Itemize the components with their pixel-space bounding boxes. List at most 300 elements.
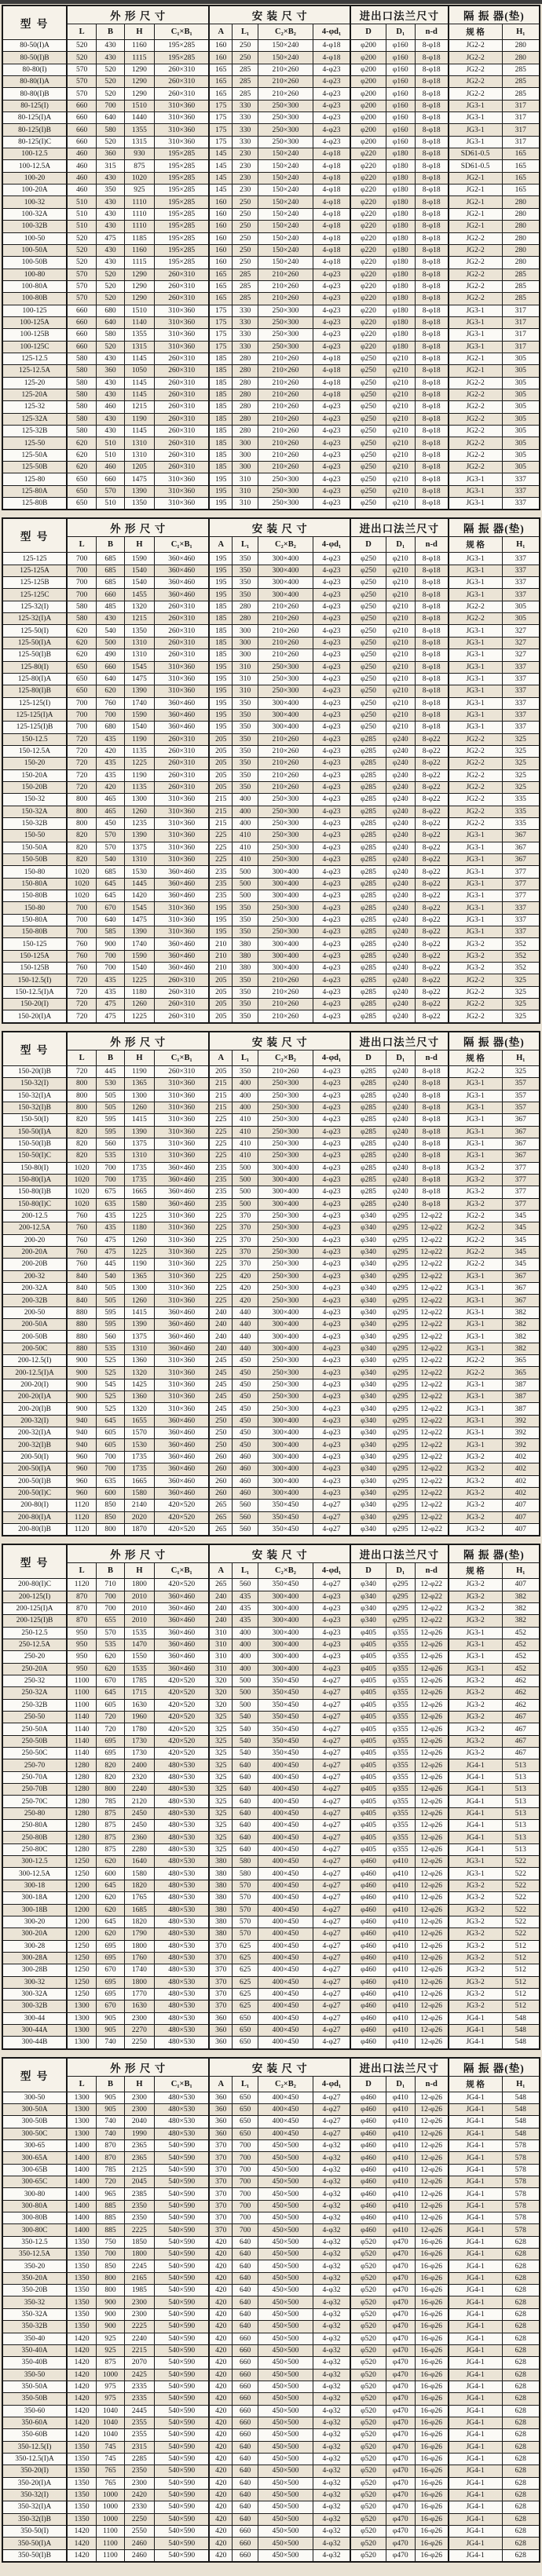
table-row	[2, 1198, 540, 1210]
value-cell: 400×450	[258, 2116, 313, 2128]
value-cell: 420	[209, 2381, 232, 2392]
value-cell: 1250	[67, 1964, 97, 1976]
model-cell: 150-12.5A	[2, 745, 67, 757]
value-cell: 350	[233, 589, 258, 601]
value-cell: 215	[209, 1102, 232, 1113]
value-cell: 12-φ26	[415, 1952, 448, 1964]
value-cell: JG3-2	[449, 1451, 502, 1463]
value-cell: φ295	[386, 1579, 415, 1591]
value-cell: φ405	[350, 1843, 386, 1855]
value-cell: 225	[209, 1259, 232, 1270]
value-cell: 370	[209, 2176, 232, 2188]
value-cell: 325	[209, 1723, 232, 1735]
value-cell: 330	[233, 100, 258, 111]
value-cell: JG2-2	[449, 999, 502, 1010]
value-cell: 280	[233, 377, 258, 389]
value-cell: JG4-1	[449, 1832, 502, 1843]
value-cell: 400	[233, 1639, 258, 1650]
value-cell: 4-φ23	[313, 473, 350, 485]
model-cell: 125-80	[2, 473, 67, 485]
value-cell: 480×530	[155, 1964, 210, 1976]
value-cell: 480×530	[155, 2001, 210, 2012]
value-cell: 450×500	[258, 2538, 313, 2549]
value-cell: φ460	[350, 1916, 386, 1927]
value-cell: 1310	[124, 1343, 154, 1354]
value-cell: φ285	[350, 1126, 386, 1138]
value-cell: 820	[97, 1771, 125, 1783]
value-cell: 250×300	[258, 914, 313, 926]
value-cell: φ240	[386, 1150, 415, 1162]
value-cell: 16-φ26	[415, 2357, 448, 2369]
table-row	[2, 733, 540, 745]
value-cell: 145	[209, 160, 232, 172]
value-cell: 1300	[67, 2001, 97, 2012]
value-cell: 605	[97, 1699, 125, 1711]
value-cell: 260	[209, 1451, 232, 1463]
table-row	[2, 830, 540, 842]
value-cell: 525	[97, 1367, 125, 1379]
value-cell: 260×310	[155, 625, 210, 637]
value-cell: 700	[97, 100, 125, 111]
value-cell: 570	[97, 842, 125, 853]
table-row	[2, 185, 540, 196]
value-cell: 4-φ23	[313, 100, 350, 111]
value-cell: 628	[502, 2538, 540, 2549]
value-cell: φ405	[350, 1639, 386, 1650]
value-cell: 205	[209, 974, 232, 986]
value-cell: φ295	[386, 1355, 415, 1367]
value-cell: 850	[97, 1500, 125, 1511]
value-cell: φ240	[386, 1138, 415, 1149]
value-cell: 4-φ23	[313, 1222, 350, 1234]
value-cell: 410	[233, 1150, 258, 1162]
value-cell: JG3-2	[449, 1880, 502, 1891]
table-row	[2, 974, 540, 986]
table-row	[2, 1186, 540, 1198]
value-cell: 4-φ27	[313, 1579, 350, 1591]
value-cell: 12-φ26	[415, 1651, 448, 1663]
value-cell: 2010	[124, 1602, 154, 1614]
value-cell: 325	[209, 1771, 232, 1783]
value-cell: 195×285	[155, 208, 210, 220]
model-cell: 100-80	[2, 269, 67, 280]
value-cell: JG2-2	[449, 389, 502, 400]
value-cell: 8-φ18	[415, 485, 448, 497]
table-row	[2, 2176, 540, 2188]
value-cell: 8-φ18	[415, 52, 448, 64]
table-row	[2, 890, 540, 902]
value-cell: 350×450	[258, 1579, 313, 1591]
value-cell: 225	[209, 1210, 232, 1222]
value-cell: 2350	[124, 2200, 154, 2212]
value-cell: 370	[233, 1246, 258, 1258]
value-cell: φ180	[386, 160, 415, 172]
value-cell: 300×400	[258, 1174, 313, 1186]
value-cell: 1260	[124, 1234, 154, 1246]
value-cell: 337	[502, 661, 540, 673]
value-cell: 250×300	[258, 1270, 313, 1282]
spec-table-2	[2, 517, 540, 1023]
value-cell: 4-φ23	[313, 1355, 350, 1367]
value-cell: 450	[233, 1415, 258, 1427]
value-cell: φ250	[350, 697, 386, 709]
value-cell: 337	[502, 902, 540, 914]
value-cell: 240	[209, 1331, 232, 1343]
value-cell: 628	[502, 2272, 540, 2284]
value-cell: 450×500	[258, 2285, 313, 2296]
value-cell: 4-φ23	[313, 842, 350, 853]
value-cell: JG2-2	[449, 437, 502, 449]
value-cell: 840	[67, 1270, 97, 1282]
value-cell: 940	[67, 1415, 97, 1427]
model-cell: 150-50B	[2, 854, 67, 866]
value-cell: 8-φ22	[415, 758, 448, 769]
value-cell: φ250	[350, 353, 386, 364]
value-cell: 407	[502, 1511, 540, 1523]
value-cell: 1140	[67, 1748, 97, 1759]
table-row	[2, 2037, 540, 2049]
value-cell: JG3-2	[449, 1904, 502, 1916]
value-cell: 370	[209, 2188, 232, 2200]
table-row	[2, 2103, 540, 2115]
value-cell: JG3-1	[449, 1427, 502, 1439]
value-cell: 1350	[67, 2441, 97, 2453]
value-cell: 522	[502, 1856, 540, 1868]
value-cell: JG4-1	[449, 2381, 502, 2392]
value-cell: 430	[97, 40, 125, 52]
value-cell: φ340	[350, 1591, 386, 1602]
value-cell: 840	[67, 1295, 97, 1306]
value-cell: 1475	[124, 673, 154, 685]
model-cell: 150-12.5(I)	[2, 974, 67, 986]
value-cell: 195	[209, 673, 232, 685]
value-cell: JG3-1	[449, 136, 502, 148]
value-cell: 12-φ26	[415, 2024, 448, 2036]
value-cell: 310×360	[155, 1391, 210, 1403]
value-cell: 620	[67, 649, 97, 661]
value-cell: 700	[97, 1174, 125, 1186]
value-cell: 12-φ26	[415, 1759, 448, 1771]
value-cell: φ210	[386, 426, 415, 437]
value-cell: 645	[97, 1415, 125, 1427]
table-row	[2, 2164, 540, 2176]
value-cell: 695	[97, 1748, 125, 1759]
value-cell: JG4-1	[449, 2321, 502, 2333]
value-cell: φ460	[350, 2140, 386, 2152]
value-cell: φ220	[350, 280, 386, 292]
value-cell: 650	[233, 2024, 258, 2036]
table-row	[2, 196, 540, 208]
value-cell: 1120	[67, 1579, 97, 1591]
value-cell: 280	[502, 40, 540, 52]
value-cell: 1140	[67, 1712, 97, 1723]
value-cell: 500	[233, 1675, 258, 1686]
model-cell: 150-50	[2, 830, 67, 842]
table-row	[2, 589, 540, 601]
value-cell: 1310	[124, 649, 154, 661]
value-cell: 8-φ18	[415, 498, 448, 510]
value-cell: φ355	[386, 1759, 415, 1771]
value-cell: 8-φ18	[415, 100, 448, 111]
value-cell: 260	[209, 1487, 232, 1499]
value-cell: φ180	[386, 316, 415, 328]
value-cell: 350×450	[258, 1699, 313, 1711]
value-cell: 4-φ23	[313, 1150, 350, 1162]
value-cell: φ340	[350, 1427, 386, 1439]
value-cell: 305	[502, 449, 540, 461]
value-cell: 360×460	[155, 938, 210, 950]
value-cell: JG3-2	[449, 1952, 502, 1964]
value-cell: JG3-1	[449, 722, 502, 733]
value-cell: 4-φ23	[313, 88, 350, 100]
column-header-11: n-d	[415, 24, 448, 40]
value-cell: φ340	[350, 1270, 386, 1282]
value-cell: 400×450	[258, 2024, 313, 2036]
value-cell: 210×260	[258, 293, 313, 305]
value-cell: 548	[502, 2092, 540, 2103]
value-cell: 620	[67, 625, 97, 637]
value-cell: 8-φ18	[415, 124, 448, 136]
value-cell: 280	[233, 426, 258, 437]
value-cell: φ470	[386, 2526, 415, 2538]
value-cell: 450×500	[258, 2549, 313, 2562]
value-cell: φ410	[386, 2116, 415, 2128]
value-cell: 4-φ23	[313, 963, 350, 974]
model-cell: 250-32B	[2, 1699, 67, 1711]
value-cell: 530	[97, 1078, 125, 1090]
value-cell: 420	[209, 2465, 232, 2477]
value-cell: 880	[67, 1331, 97, 1343]
value-cell: 1225	[124, 758, 154, 769]
value-cell: 1225	[124, 1210, 154, 1222]
value-cell: JG4-1	[449, 2393, 502, 2405]
value-cell: 660	[233, 2333, 258, 2344]
table-row	[2, 2513, 540, 2525]
table-row	[2, 1451, 540, 1463]
value-cell: φ240	[386, 999, 415, 1010]
value-cell: 2125	[124, 2164, 154, 2176]
value-cell: 900	[67, 1379, 97, 1390]
value-cell: 4-φ27	[313, 1687, 350, 1699]
value-cell: 4-φ23	[313, 722, 350, 733]
value-cell: 628	[502, 2405, 540, 2417]
value-cell: JG2-1	[449, 196, 502, 208]
value-cell: JG3-2	[449, 1602, 502, 1614]
value-cell: 387	[502, 1379, 540, 1390]
value-cell: 195×285	[155, 148, 210, 160]
value-cell: 450	[233, 1379, 258, 1390]
column-header-5: A	[209, 537, 232, 553]
value-cell: 420×520	[155, 1579, 210, 1591]
value-cell: 700	[67, 902, 97, 914]
value-cell: 1350	[67, 2321, 97, 2333]
value-cell: 1530	[124, 1439, 154, 1451]
value-cell: 2225	[124, 2321, 154, 2333]
value-cell: 285	[233, 88, 258, 100]
value-cell: 8-φ18	[415, 449, 448, 461]
value-cell: φ520	[350, 2236, 386, 2248]
value-cell: JG3-1	[449, 854, 502, 866]
model-cell: 200-12.5(I)A	[2, 1367, 67, 1379]
column-header-7: C₂×B₂	[258, 2076, 313, 2092]
value-cell: 330	[233, 341, 258, 353]
value-cell: 350	[233, 745, 258, 757]
value-cell: 1360	[124, 1391, 154, 1403]
value-cell: 12-φ26	[415, 1675, 448, 1686]
value-cell: φ285	[350, 1150, 386, 1162]
value-cell: 320	[209, 1687, 232, 1699]
value-cell: 440	[233, 1331, 258, 1343]
value-cell: 480×530	[155, 1796, 210, 1807]
value-cell: 400×450	[258, 1964, 313, 1976]
value-cell: φ410	[386, 1880, 415, 1891]
value-cell: 900	[97, 2321, 125, 2333]
column-header-11: n-d	[415, 537, 448, 553]
value-cell: 260×310	[155, 769, 210, 781]
value-cell: 165	[502, 185, 540, 196]
value-cell: 505	[97, 1090, 125, 1102]
model-cell: 100-80A	[2, 280, 67, 292]
value-cell: 195×285	[155, 160, 210, 172]
value-cell: 260×310	[155, 401, 210, 413]
value-cell: 337	[502, 697, 540, 709]
table-row	[2, 76, 540, 88]
value-cell: JG3-1	[449, 1663, 502, 1675]
value-cell: φ410	[386, 2212, 415, 2224]
value-cell: 720	[67, 974, 97, 986]
value-cell: 12-φ22	[415, 1475, 448, 1487]
value-cell: 580	[233, 1868, 258, 1880]
value-cell: 305	[502, 377, 540, 389]
value-cell: 260×310	[155, 389, 210, 400]
value-cell: φ220	[350, 148, 386, 160]
value-cell: 820	[67, 1150, 97, 1162]
value-cell: φ295	[386, 1403, 415, 1415]
value-cell: 2365	[124, 2152, 154, 2164]
value-cell: 1540	[124, 565, 154, 576]
value-cell: 760	[67, 963, 97, 974]
value-cell: 4-φ23	[313, 1439, 350, 1451]
table-row	[2, 1784, 540, 1796]
value-cell: 250×300	[258, 1102, 313, 1113]
value-cell: JG2-2	[449, 1222, 502, 1234]
value-cell: 16-φ26	[415, 2429, 448, 2441]
table-row	[2, 1523, 540, 1536]
column-header-2: B	[97, 24, 125, 40]
value-cell: 360×460	[155, 1331, 210, 1343]
value-cell: JG2-1	[449, 208, 502, 220]
value-cell: 870	[67, 1591, 97, 1602]
value-cell: 460	[67, 185, 97, 196]
value-cell: 465	[97, 794, 125, 806]
value-cell: 905	[97, 2012, 125, 2024]
value-cell: φ220	[350, 293, 386, 305]
value-cell: 525	[97, 1355, 125, 1367]
column-header-2: B	[97, 2076, 125, 2092]
value-cell: 4-φ32	[313, 2344, 350, 2356]
value-cell: 2225	[124, 2224, 154, 2236]
value-cell: 225	[209, 1150, 232, 1162]
value-cell: 285	[502, 64, 540, 75]
value-cell: 870	[67, 1602, 97, 1614]
value-cell: 400×450	[258, 1892, 313, 1904]
value-cell: 402	[502, 1475, 540, 1487]
value-cell: φ210	[386, 389, 415, 400]
value-cell: φ160	[386, 52, 415, 64]
value-cell: 360	[209, 2128, 232, 2139]
value-cell: 210×260	[258, 999, 313, 1010]
value-cell: φ470	[386, 2489, 415, 2501]
value-cell: 1420	[67, 2393, 97, 2405]
value-cell: 240	[209, 1319, 232, 1331]
value-cell: φ460	[350, 2188, 386, 2200]
value-cell: 580	[67, 389, 97, 400]
table-row	[2, 100, 540, 111]
value-cell: φ410	[386, 1952, 415, 1964]
value-cell: JG2-2	[449, 758, 502, 769]
value-cell: φ460	[350, 2092, 386, 2103]
value-cell: 360×460	[155, 577, 210, 589]
value-cell: 720	[67, 986, 97, 998]
value-cell: 1260	[124, 999, 154, 1010]
value-cell: JG3-2	[449, 1487, 502, 1499]
value-cell: 900	[67, 1391, 97, 1403]
value-cell: 4-φ27	[313, 1856, 350, 1868]
value-cell: 1510	[124, 100, 154, 111]
value-cell: 4-φ23	[313, 1391, 350, 1403]
value-cell: 1420	[67, 2333, 97, 2344]
value-cell: 367	[502, 1138, 540, 1149]
value-cell: 1800	[124, 1579, 154, 1591]
value-cell: 8-φ18	[415, 389, 448, 400]
value-cell: 420	[209, 2489, 232, 2501]
column-header-10: D₁	[386, 2076, 415, 2092]
value-cell: φ210	[386, 625, 415, 637]
model-cell: 125-50(I)A	[2, 637, 67, 649]
value-cell: φ295	[386, 1246, 415, 1258]
value-cell: 430	[97, 244, 125, 256]
value-cell: 1100	[97, 2549, 125, 2562]
value-cell: 500	[233, 866, 258, 878]
value-cell: 4-φ23	[313, 697, 350, 709]
model-cell: 125-20	[2, 377, 67, 389]
value-cell: 310×360	[155, 842, 210, 853]
value-cell: 250×300	[258, 1126, 313, 1138]
model-cell: 200-50A	[2, 1319, 67, 1331]
value-cell: 1000	[97, 2513, 125, 2525]
value-cell: φ410	[386, 1856, 415, 1868]
value-cell: 305	[502, 389, 540, 400]
value-cell: 605	[97, 1439, 125, 1451]
model-cell: 200-32(I)B	[2, 1439, 67, 1451]
value-cell: 215	[209, 1090, 232, 1102]
value-cell: 4-φ32	[313, 2429, 350, 2441]
value-cell: 462	[502, 1699, 540, 1711]
value-cell: 1730	[124, 1748, 154, 1759]
table-row	[2, 866, 540, 878]
value-cell: 360×460	[155, 1591, 210, 1602]
model-cell: 125-125B	[2, 577, 67, 589]
value-cell: 450	[233, 1367, 258, 1379]
value-cell: JG2-2	[449, 1259, 502, 1270]
value-cell: 4-φ18	[313, 40, 350, 52]
value-cell: 4-φ32	[313, 2308, 350, 2320]
value-cell: 8-φ22	[415, 963, 448, 974]
value-cell: 1535	[124, 1627, 154, 1639]
value-cell: φ220	[350, 305, 386, 316]
value-cell: 1735	[124, 1463, 154, 1475]
value-cell: 2215	[124, 2344, 154, 2356]
